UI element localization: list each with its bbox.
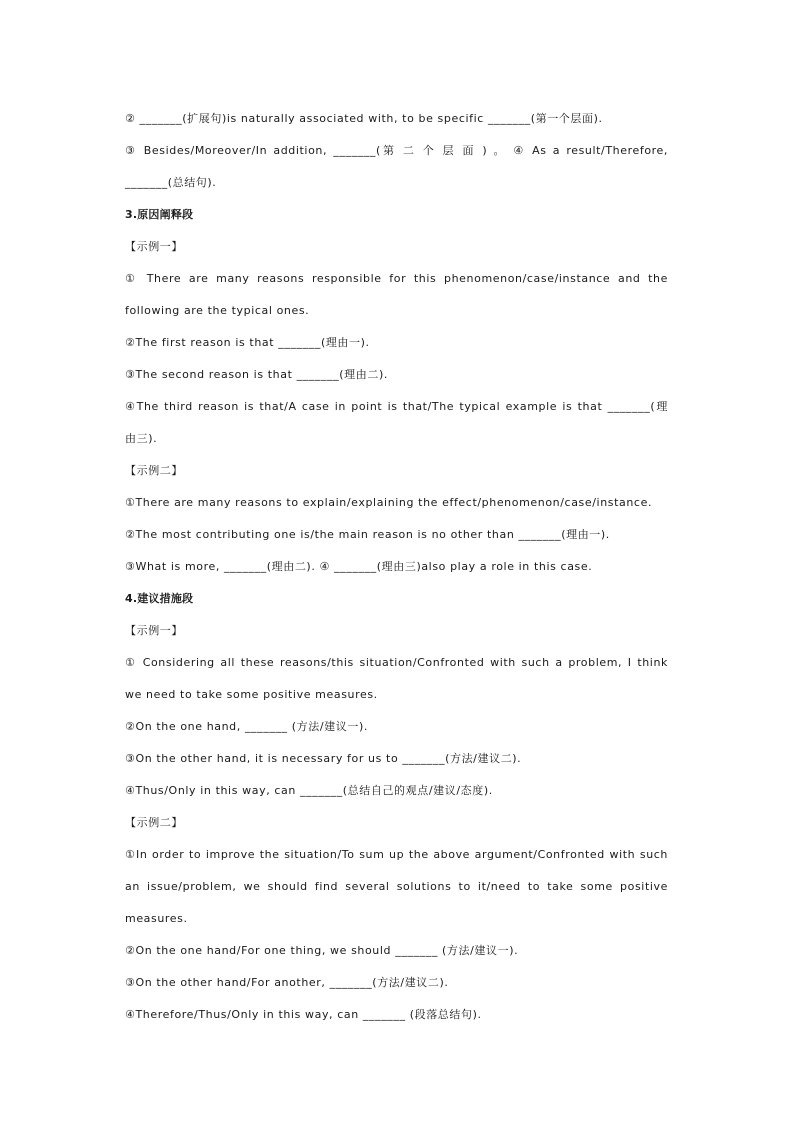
text-line: ③What is more, _______(理由二). ④ _______(理由三)also play a role in this case. [125, 560, 593, 573]
text-line: ②The first reason is that _______(理由一). [125, 336, 370, 349]
section-heading: 3.原因阐释段 [125, 208, 194, 221]
text-line: we need to take some positive measures. [125, 688, 378, 701]
text-line: ①In order to improve the situation/To sum up the above argument/Confronted with such [125, 848, 668, 861]
text-line: ③ Besides/Moreover/In addition, _______(第 二 个 层 面 ) 。 ④ As a result/Therefore, [125, 144, 668, 157]
text-line: ③The second reason is that _______(理由二). [125, 368, 388, 381]
text-line: _______(总结句). [125, 176, 217, 189]
text-line: ① Considering all these reasons/this situation/Confronted with such a problem, I think [125, 656, 668, 669]
example-label: 【示例二】 [125, 816, 183, 829]
example-label: 【示例一】 [125, 240, 183, 253]
example-label: 【示例一】 [125, 624, 183, 637]
text-line: ②The most contributing one is/the main reason is no other than _______(理由一). [125, 528, 610, 541]
text-line: measures. [125, 912, 188, 925]
text-line: ④Thus/Only in this way, can _______(总结自己的观点/建议/态度). [125, 784, 493, 797]
text-line: ②On the one hand, _______ (方法/建议一). [125, 720, 368, 733]
example-label: 【示例二】 [125, 464, 183, 477]
text-line: ②On the one hand/For one thing, we should _______ (方法/建议一). [125, 944, 519, 957]
text-line: ①There are many reasons to explain/explaining the effect/phenomenon/case/instance. [125, 496, 653, 509]
text-line: following are the typical ones. [125, 304, 310, 317]
text-line: 由三). [125, 432, 158, 445]
text-line: ③On the other hand, it is necessary for us to _______(方法/建议二). [125, 752, 522, 765]
text-line: ④Therefore/Thus/Only in this way, can _______ (段落总结句). [125, 1008, 482, 1021]
text-line: ② _______(扩展句)is naturally associated with, to be specific _______(第一个层面). [125, 112, 603, 125]
text-line: an issue/problem, we should find several solutions to it/need to take some positive [125, 880, 668, 893]
text-line: ④The third reason is that/A case in point is that/The typical example is that _______(理 [125, 400, 668, 413]
text-line: ③On the other hand/For another, _______(方法/建议二). [125, 976, 449, 989]
text-line: ① There are many reasons responsible for this phenomenon/case/instance and the [125, 272, 668, 285]
section-heading: 4.建议措施段 [125, 592, 194, 605]
